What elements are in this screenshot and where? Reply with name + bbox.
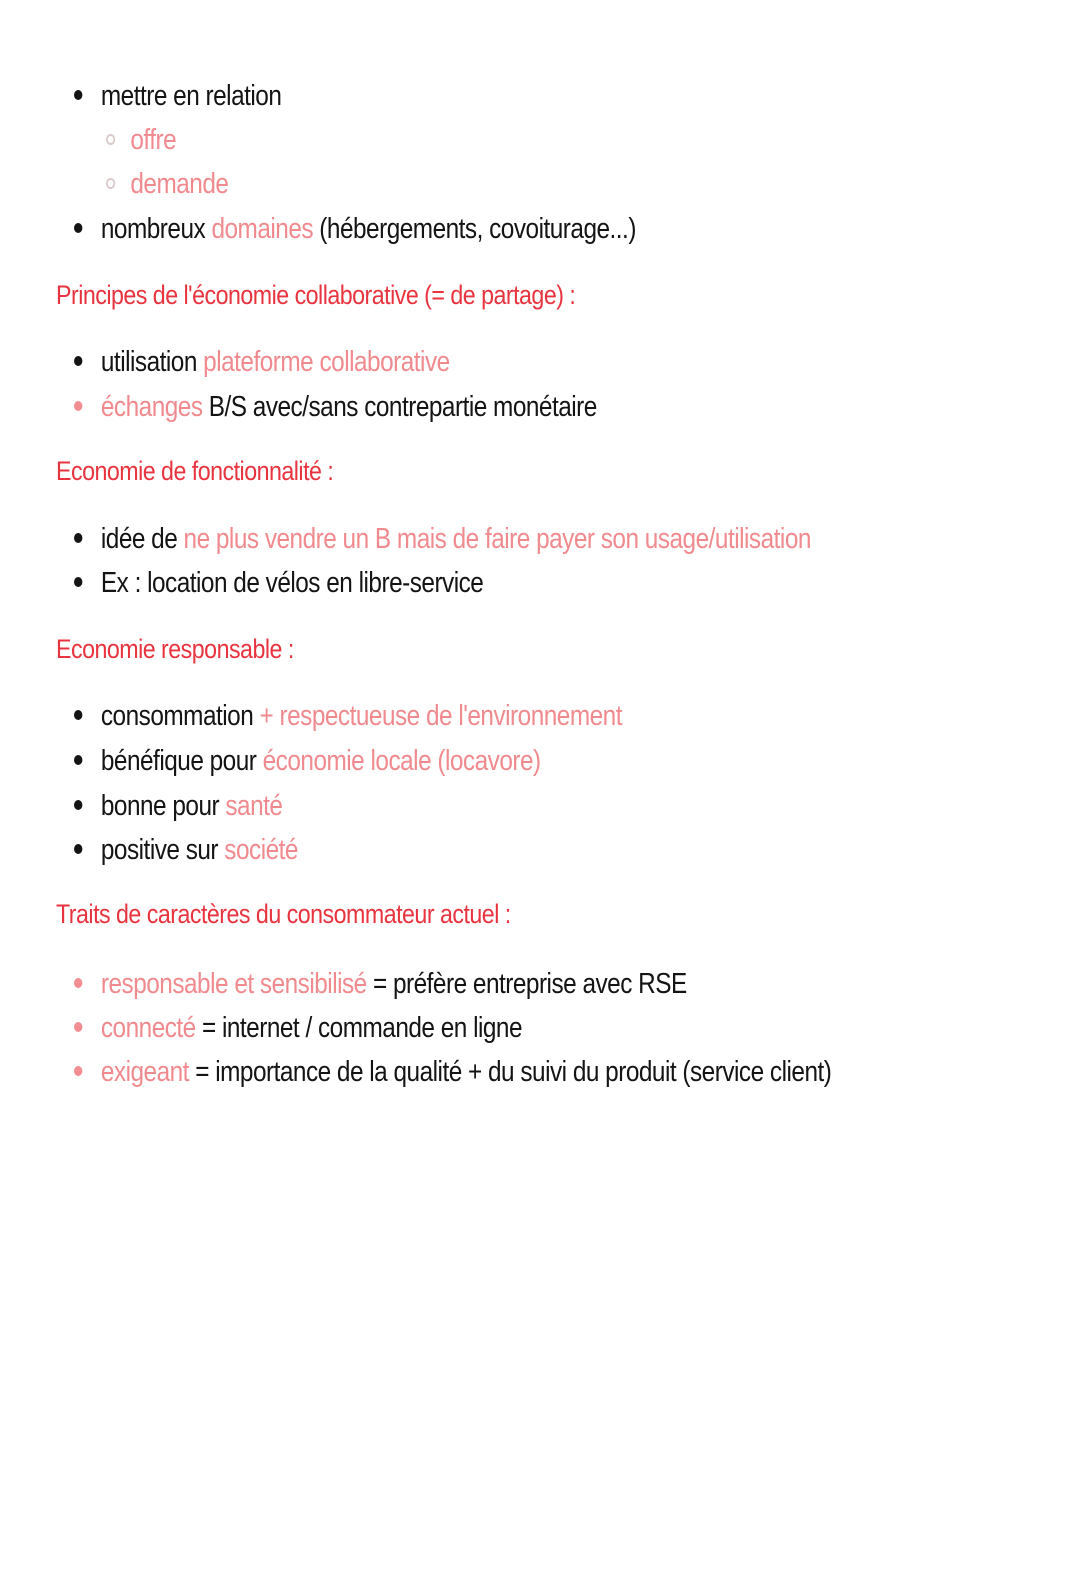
list-item (74, 211, 636, 247)
bullet-icon (74, 800, 82, 810)
item-highlight: connecté (100, 1012, 196, 1044)
hollow-bullet-icon (106, 178, 115, 189)
item-text: utilisation (100, 346, 204, 378)
item-text: B/S avec/sans contrepartie monétaire (202, 391, 597, 423)
item-highlight: échanges (100, 391, 203, 423)
item-highlight: économie locale (locavore) (262, 745, 541, 777)
bullet-icon (74, 90, 82, 100)
hollow-bullet-icon (106, 134, 115, 145)
list-item (74, 389, 597, 425)
bullet-icon (74, 1022, 82, 1032)
item-text: positive sur (100, 834, 225, 866)
bullet-icon (74, 710, 82, 720)
item-highlight: + respectueuse de l'environnement (259, 700, 622, 732)
item-text: (hébergements, covoiturage...) (313, 213, 636, 245)
list-item (74, 78, 281, 114)
section-title: Principes de l'économie collaborative (= de partage) : (56, 280, 576, 310)
list-item (74, 788, 282, 824)
bullet-icon (74, 577, 82, 587)
list-item (74, 1010, 522, 1046)
item-highlight: plateforme collaborative (203, 346, 450, 378)
item-text: = importance de la qualité + du suivi du produit (service client) (188, 1056, 832, 1088)
item-highlight: société (224, 834, 298, 866)
bullet-icon (74, 1066, 82, 1076)
item-text: = préfère entreprise avec RSE (366, 968, 687, 1000)
item-highlight: offre (130, 124, 177, 156)
section-title: Traits de caractères du consommateur actuel : (56, 899, 511, 929)
item-text: = internet / commande en ligne (195, 1012, 523, 1044)
list-item (74, 832, 298, 868)
list-item (74, 743, 541, 779)
bullet-icon (74, 533, 82, 543)
list-item (74, 521, 811, 557)
list-item-sub (106, 166, 228, 202)
item-text: bénéfique pour (100, 745, 263, 777)
list-item (74, 1054, 831, 1090)
item-text: nombreux (100, 213, 212, 245)
list-item (74, 565, 483, 601)
item-highlight: santé (225, 790, 283, 822)
list-item-sub (106, 122, 176, 158)
list-item (74, 966, 687, 1002)
item-text: idée de (100, 523, 184, 555)
item-text: mettre en relation (100, 80, 282, 112)
item-highlight: demande (130, 168, 229, 200)
item-highlight: domaines (211, 213, 314, 245)
list-item (74, 344, 450, 380)
bullet-icon (74, 223, 82, 233)
bullet-icon (74, 356, 82, 366)
item-text: Ex : location de vélos en libre-service (100, 567, 484, 599)
bullet-icon (74, 755, 82, 765)
item-text: consommation (100, 700, 260, 732)
bullet-icon (74, 844, 82, 854)
item-highlight: exigeant (100, 1056, 189, 1088)
bullet-icon (74, 978, 82, 988)
bullet-icon (74, 401, 82, 411)
section-title: Economie responsable : (56, 634, 294, 664)
list-item (74, 698, 622, 734)
section-title: Economie de fonctionnalité : (56, 456, 334, 486)
item-highlight: ne plus vendre un B mais de faire payer son usage/utilisation (183, 523, 811, 555)
item-highlight: responsable et sensibilisé (100, 968, 367, 1000)
item-text: bonne pour (100, 790, 226, 822)
